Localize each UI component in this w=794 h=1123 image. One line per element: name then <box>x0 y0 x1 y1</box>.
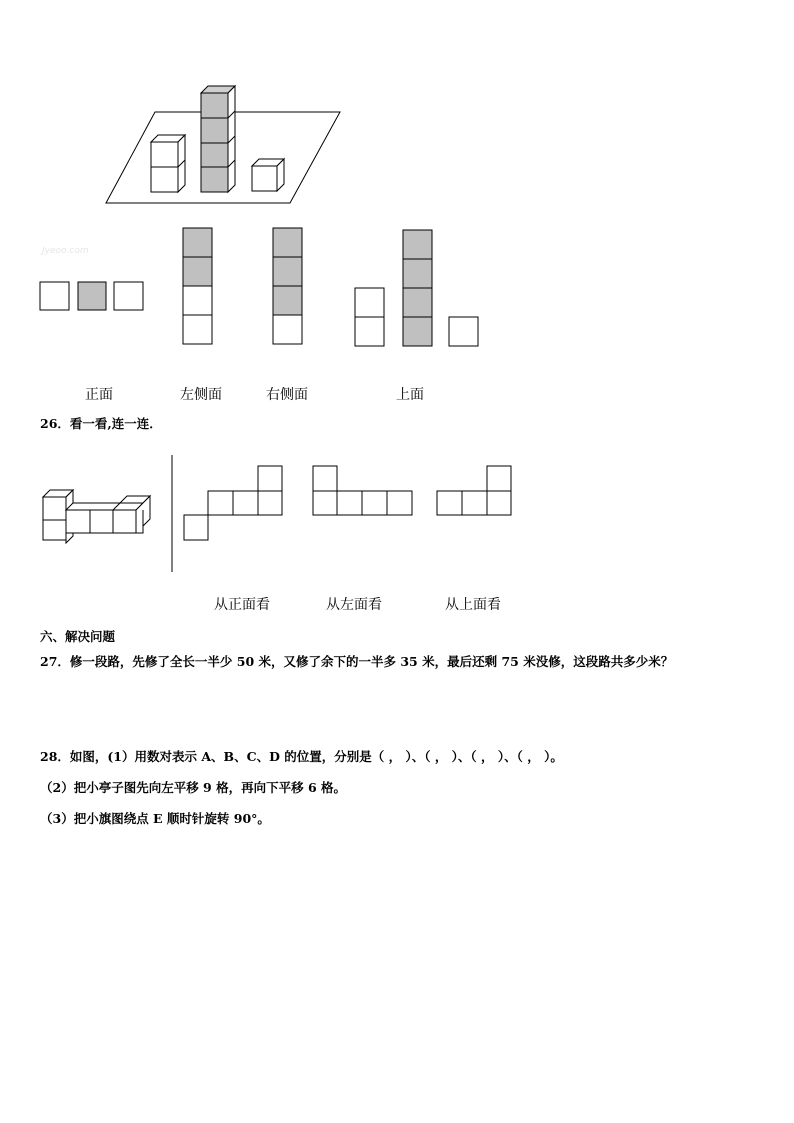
watermark: Jyeoo.com <box>42 246 89 256</box>
question-28-line-3: （3）把小旗图绕点 E 顺时针旋转 90°。 <box>40 811 270 826</box>
label-from-left: 从左面看 <box>326 597 382 613</box>
question-28-line-2: （2）把小亭子图先向左平移 9 格，再向下平移 6 格。 <box>40 780 347 795</box>
section-6-title: 六、解决问题 <box>40 629 116 644</box>
label-from-front: 从正面看 <box>214 597 270 613</box>
question-26-title: 26．看一看,连一连． <box>40 416 162 431</box>
label-front: 正面 <box>85 387 113 403</box>
label-top: 上面 <box>396 387 424 403</box>
question-27: 27．修一段路，先修了全长一半少 50 米，又修了余下的一半多 35 米，最后还剩 75 米没修，这段路共多少米？ <box>40 654 674 669</box>
label-from-top: 从上面看 <box>445 597 501 613</box>
label-left-side: 左侧面 <box>180 387 222 403</box>
question-28-line-1: 28．如图，(1）用数对表示 A、B、C、D 的位置，分别是（ ， ）、（ ， ）、（ ， ）、（ ， ）。 <box>40 749 563 764</box>
label-right-side: 右侧面 <box>266 387 308 403</box>
